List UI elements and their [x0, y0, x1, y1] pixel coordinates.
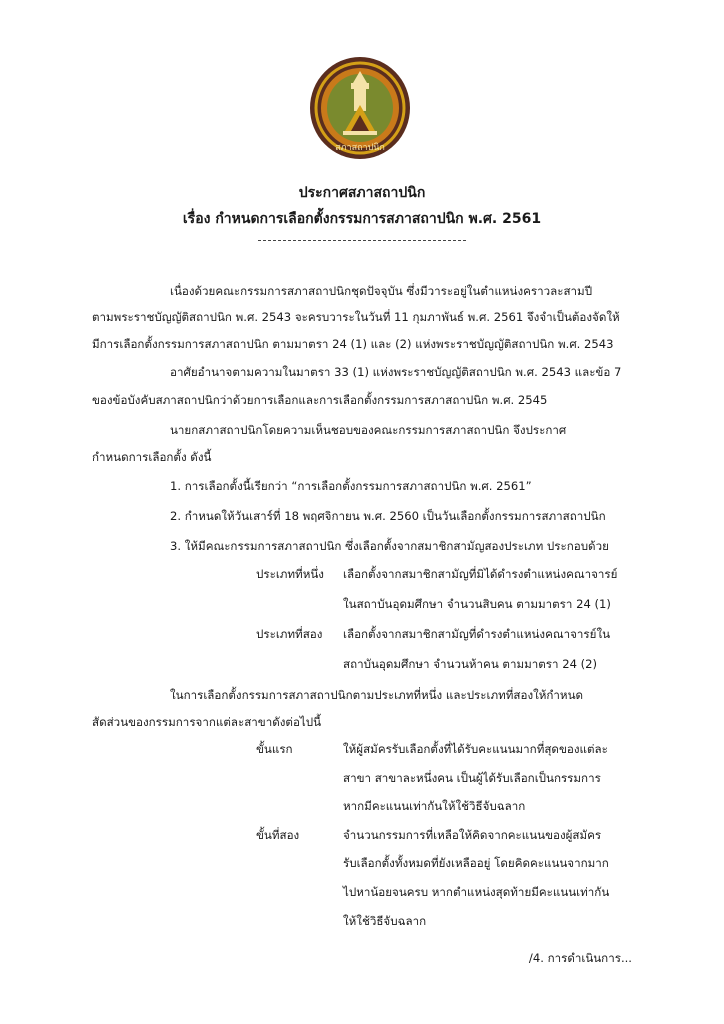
step-description: ให้ผู้สมัครรับเลือกตั้งที่ได้รับคะแนนมากที่สุดของแต่ละ: [343, 742, 608, 756]
paragraph-line: มีการเลือกตั้งกรรมการสภาสถาปนิก ตามมาตรา 24 (1) และ (2) แห่งพระราชบัญญัติสถาปนิก พ.ศ. 2543: [92, 337, 614, 351]
type-label: ประเภทที่หนึ่ง: [256, 567, 324, 581]
type-description: เลือกตั้งจากสมาชิกสามัญที่ดำรงตำแหน่งคณาจารย์ใน: [343, 627, 611, 641]
paragraph-line: ในการเลือกตั้งกรรมการสภาสถาปนิกตามประเภทที่หนึ่ง และประเภทที่สองให้กำหนด: [170, 688, 584, 702]
seal-text: สภาสถาปนิก: [335, 143, 385, 153]
paragraph-line: ของข้อบังคับสภาสถาปนิกว่าด้วยการเลือกและการเลือกตั้งกรรมการสภาสถาปนิก พ.ศ. 2545: [92, 393, 548, 407]
paragraph-line: อาศัยอำนาจตามความในมาตรา 33 (1) แห่งพระราชบัญญัติสถาปนิก พ.ศ. 2543 และข้อ 7: [170, 365, 622, 379]
step-description: รับเลือกตั้งทั้งหมดที่ยังเหลืออยู่ โดยคิดคะแนนจากมาก: [343, 856, 609, 870]
type-description: ในสถาบันอุดมศึกษา จำนวนสิบคน ตามมาตรา 24 (1): [343, 597, 611, 611]
list-item: 2. กำหนดให้วันเสาร์ที่ 18 พฤศจิกายน พ.ศ. 2560 เป็นวันเลือกตั้งกรรมการสภาสถาปนิก: [170, 509, 606, 523]
announcement-title: ประกาศสภาสถาปนิก: [298, 185, 426, 201]
paragraph-line: ตามพระราชบัญญัติสถาปนิก พ.ศ. 2543 จะครบวาระในวันที่ 11 กุมภาพันธ์ พ.ศ. 2561 จึงจำเป็นต้องจัดให้: [92, 310, 620, 324]
list-item: 1. การเลือกตั้งนี้เรียกว่า “การเลือกตั้งกรรมการสภาสถาปนิก พ.ศ. 2561”: [170, 479, 532, 493]
step-description: จำนวนกรรมการที่เหลือให้คิดจากคะแนนของผู้สมัคร: [343, 828, 602, 842]
step-description: หากมีคะแนนเท่ากันให้ใช้วิธีจับฉลาก: [343, 799, 526, 813]
title-divider: [258, 240, 466, 241]
step-description: สาขา สาขาละหนึ่งคน เป็นผู้ได้รับเลือกเป็นกรรมการ: [343, 771, 601, 785]
page-continuation: /4. การดำเนินการ...: [528, 951, 632, 965]
paragraph-line: สัดส่วนของกรรมการจากแต่ละสาขาดังต่อไปนี้: [92, 715, 322, 729]
type-description: สถาบันอุดมศึกษา จำนวนห้าคน ตามมาตรา 24 (2): [343, 657, 598, 671]
type-description: เลือกตั้งจากสมาชิกสามัญที่มิได้ดำรงตำแหน่งคณาจารย์: [343, 567, 618, 581]
paragraph-line: กำหนดการเลือกตั้ง ดังนี้: [92, 450, 212, 464]
announcement-subject: เรื่อง กำหนดการเลือกตั้งกรรมการสภาสถาปนิก พ.ศ. 2561: [182, 211, 542, 227]
step-label: ขั้นแรก: [256, 742, 293, 756]
council-seal-logo: [307, 55, 413, 161]
list-item: 3. ให้มีคณะกรรมการสภาสถาปนิก ซึ่งเลือกตั้งจากสมาชิกสามัญสองประเภท ประกอบด้วย: [170, 539, 609, 553]
step-label: ขั้นที่สอง: [256, 828, 300, 842]
paragraph-line: เนื่องด้วยคณะกรรมการสภาสถาปนิกชุดปัจจุบัน ซึ่งมีวาระอยู่ในตำแหน่งคราวละสามปี: [170, 284, 593, 298]
paragraph-line: นายกสภาสถาปนิกโดยความเห็นชอบของคณะกรรมการสภาสถาปนิก จึงประกาศ: [170, 423, 567, 437]
type-label: ประเภทที่สอง: [256, 627, 323, 641]
step-description: ไปหาน้อยจนครบ หากตำแหน่งสุดท้ายมีคะแนนเท่ากัน: [343, 885, 610, 899]
step-description: ให้ใช้วิธีจับฉลาก: [343, 914, 427, 928]
